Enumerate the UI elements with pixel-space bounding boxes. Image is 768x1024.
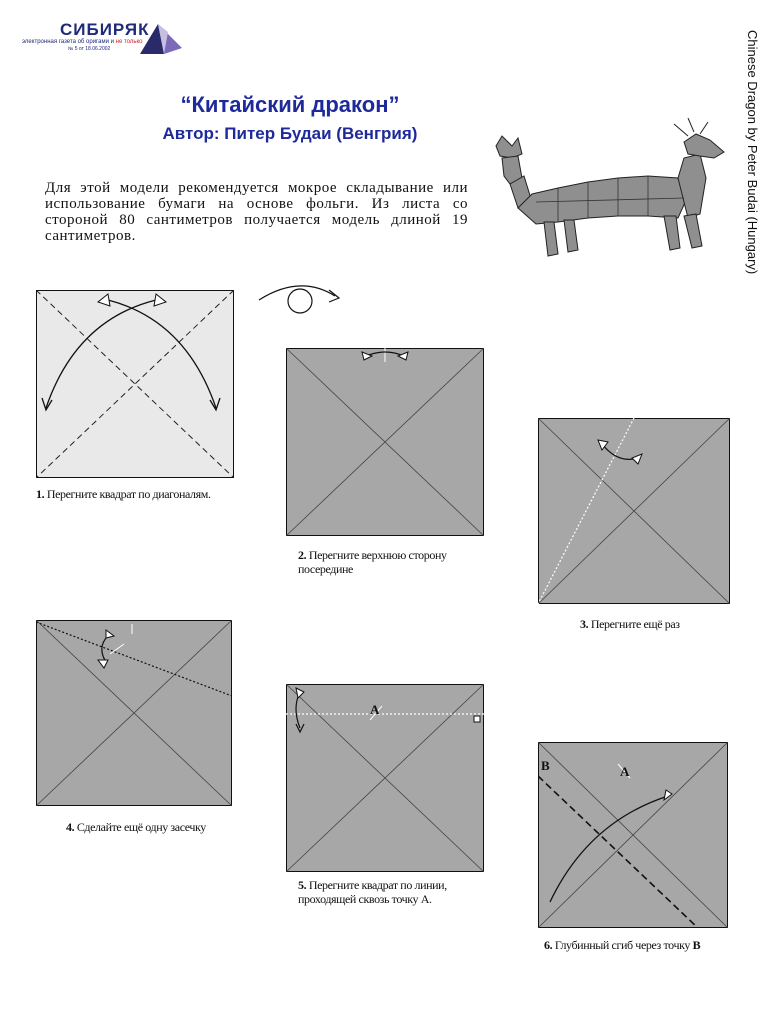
side-credit-text: Chinese Dragon by Peter Budai (Hungary) <box>745 30 760 275</box>
step-2-caption <box>298 548 488 576</box>
page-title: “Китайский дракон” <box>180 92 400 117</box>
dragon-illustration <box>488 118 738 268</box>
intro-text: Для этой модели рекомендуется мокрое складывание или использование бумаги на основе фольги. Из листа со стороной 80 сантиметров получается модель длиной 19 сантиметров. <box>45 180 473 244</box>
step-1-caption <box>36 487 266 501</box>
step-2-diagram <box>286 348 484 536</box>
step-6-bold-end: В <box>692 938 701 952</box>
step-2-number: 2. <box>298 548 307 562</box>
step-1-number: 1. <box>36 487 45 501</box>
step-3-diagram <box>538 418 730 604</box>
step-2-text: Перегните верхнюю сторону посередине <box>298 548 447 576</box>
step-6-caption <box>544 938 744 952</box>
step-4-caption <box>66 820 226 834</box>
step-4-text: Сделайте ещё одну засечку <box>76 820 206 834</box>
step-5-text: Перегните квадрат по линии, проходящей сквозь точку А. <box>298 878 447 906</box>
step-5-caption <box>298 878 488 906</box>
point-a-label-step5: A <box>370 702 380 717</box>
step-6-number: 6. <box>544 938 553 952</box>
step-6-text: Глубинный сгиб через точку <box>554 938 693 952</box>
turn-over-icon <box>255 282 345 322</box>
step-3-number: 3. <box>580 617 589 631</box>
logo-issue: № 5 от 18.06.2002 <box>68 46 111 52</box>
step-1-diagram <box>36 290 234 478</box>
step-4-diagram <box>36 620 232 806</box>
point-a-label-step6: A <box>620 764 630 779</box>
side-credit <box>742 30 762 275</box>
logo-triangle-icon <box>138 18 186 58</box>
step-4-number: 4. <box>66 820 75 834</box>
logo-title: СИБИРЯК <box>60 20 150 39</box>
step-5-diagram <box>286 684 484 872</box>
step-3-text: Перегните ещё раз <box>590 617 680 631</box>
step-6-diagram <box>538 742 728 928</box>
logo-subtitle: электронная газета об оригами и не только <box>22 39 143 45</box>
step-5-number: 5. <box>298 878 307 892</box>
step-1-text: Перегните квадрат по диагоналям. <box>46 487 211 501</box>
intro-paragraph <box>45 180 473 244</box>
step-3-caption <box>580 617 740 631</box>
point-b-label: B <box>541 758 550 773</box>
author-line: Автор: Питер Будаи (Венгрия) <box>162 124 418 143</box>
